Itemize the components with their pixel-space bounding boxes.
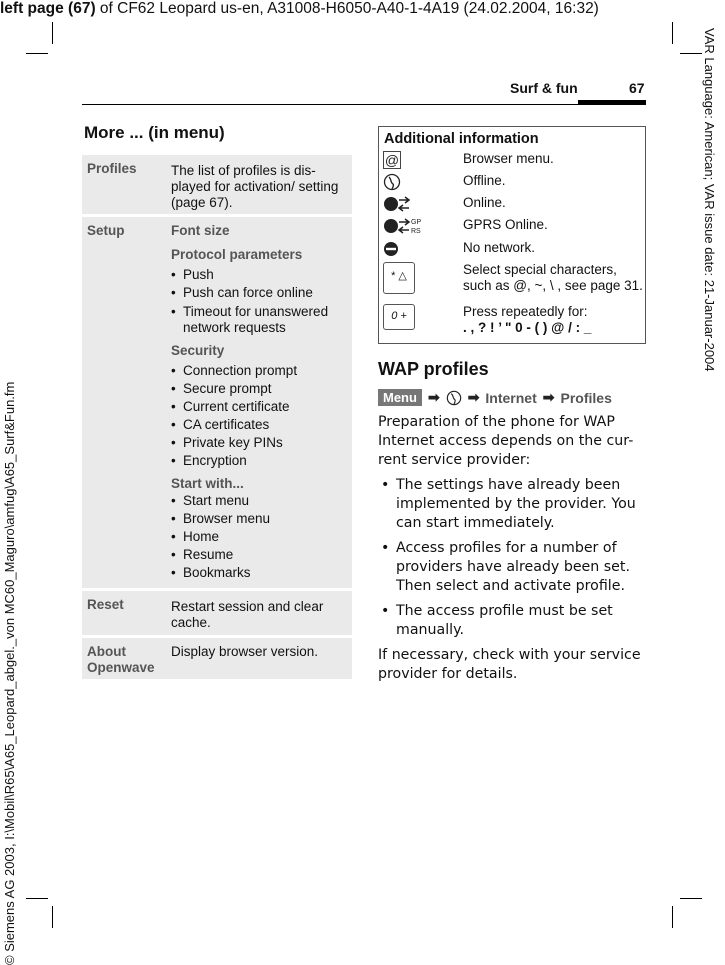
globe-gprs-icon xyxy=(379,217,463,240)
star-key-icon xyxy=(379,262,463,300)
info-text: GPRS Online. xyxy=(463,217,548,232)
at-icon xyxy=(379,151,463,173)
security-title: Security xyxy=(171,343,225,358)
list-item: • Connection prompt xyxy=(171,362,346,380)
info-text: No network. xyxy=(463,240,536,255)
list-item: • Current certificate xyxy=(171,398,346,416)
list-item: • Encryption xyxy=(171,452,346,470)
start-title: Start with... xyxy=(171,476,244,491)
table-row-about xyxy=(82,638,352,679)
info-text: Select special characters, such as @, ~, \ , see page 31. xyxy=(463,262,643,293)
special-chars: . , ? ! ’ " 0 - ( ) @ / : _ xyxy=(463,320,592,335)
arrow-right-icon: ➡ xyxy=(467,389,480,406)
row-value xyxy=(168,217,352,588)
globe-arrows-icon xyxy=(379,195,463,217)
security-list xyxy=(171,362,346,470)
arrow-right-icon: ➡ xyxy=(542,389,555,406)
crop-mark xyxy=(52,22,53,44)
info-text: Offline. xyxy=(463,173,506,188)
zero-key-icon xyxy=(379,304,463,330)
row-key: Profiles xyxy=(87,161,137,176)
var-language-note: VAR Language: American; VAR issue date: 21-Januar-2004 xyxy=(702,28,717,372)
wap-profiles-title: WAP profiles xyxy=(378,359,489,379)
info-row xyxy=(379,240,645,262)
list-item: • Resume xyxy=(171,546,346,564)
document-info: of CF62 Leopard us-en, A31008-H6050-A40-1-4A19 (24.02.2004, 16:32) xyxy=(95,0,599,17)
list-item: • The settings have already been implemented by the provider. You can start immediately. xyxy=(378,476,646,533)
list-item: • Push xyxy=(171,266,346,284)
font-size-label: Font size xyxy=(171,223,230,238)
list-item: • Start menu xyxy=(171,492,346,510)
arrow-right-icon: ➡ xyxy=(427,389,440,406)
row-key: Reset xyxy=(87,597,124,612)
row-value: Restart session and clear cache. xyxy=(171,599,324,630)
info-row xyxy=(379,217,645,240)
table-row-profiles xyxy=(82,155,352,214)
profiles-bullet-list xyxy=(378,476,646,640)
menu-path xyxy=(378,389,612,406)
info-row xyxy=(379,151,645,173)
row-value: The list of profiles is dis-played for activation/ setting (page 67). xyxy=(171,163,339,210)
info-row xyxy=(379,195,645,217)
list-item: • Timeout for unanswered network requests xyxy=(171,304,346,336)
page-info-line xyxy=(0,0,599,18)
crop-mark xyxy=(26,53,48,54)
svg-text:GP: GP xyxy=(411,219,422,226)
crop-mark xyxy=(680,53,702,54)
crop-mark xyxy=(52,906,53,928)
svg-text:@: @ xyxy=(384,152,400,168)
globe-icon xyxy=(379,173,463,195)
list-item: • Private key PINs xyxy=(171,434,346,452)
list-item: • CA certificates xyxy=(171,416,346,434)
crop-mark xyxy=(680,898,702,899)
row-key: Setup xyxy=(87,223,125,238)
zero-key-label: 0 + xyxy=(383,304,415,330)
protocol-list xyxy=(171,266,346,336)
globe-icon xyxy=(446,389,462,406)
list-item: • Home xyxy=(171,528,346,546)
header-tab xyxy=(578,100,646,105)
no-network-icon xyxy=(379,240,463,262)
list-item: • Browser menu xyxy=(171,510,346,528)
info-row xyxy=(379,262,645,300)
list-item: • Push can force online xyxy=(171,284,346,302)
info-text: Browser menu. xyxy=(463,151,554,166)
path-step-internet: Internet xyxy=(485,389,537,406)
protocol-title: Protocol parameters xyxy=(171,247,303,262)
list-item: • Bookmarks xyxy=(171,564,346,582)
section-header-title: Surf & fun xyxy=(510,80,578,96)
info-text-line: Press repeatedly for: xyxy=(463,304,588,319)
info-row xyxy=(379,304,645,336)
crop-mark xyxy=(672,22,673,44)
menu-section-title: More ... (in menu) xyxy=(84,123,225,142)
list-item: • Secure prompt xyxy=(171,380,346,398)
row-value: Display browser version. xyxy=(171,644,319,659)
crop-mark xyxy=(26,898,48,899)
page-label: left page (67) xyxy=(0,0,96,17)
row-key: About Openwave xyxy=(87,644,155,675)
wap-profiles-body xyxy=(378,413,646,684)
header-rule xyxy=(82,104,646,105)
info-row xyxy=(379,173,645,195)
intro-paragraph: Preparation of the phone for WAP Internet access depends on the cur-rent service provider: xyxy=(378,414,634,468)
list-item: • The access profile must be set manually. xyxy=(378,602,646,640)
outro-paragraph: If necessary, check with your service provider for details. xyxy=(378,647,641,682)
crop-mark xyxy=(672,906,673,928)
copyright-path-note: © Siemens AG 2003, I:\Mobil\R65\A65_Leopard_abgel._von MC60_Maguro\amfug\A65_Surf&Fun.fm xyxy=(2,381,17,965)
menu-table xyxy=(82,155,352,682)
table-row-reset xyxy=(82,591,352,635)
table-row-setup xyxy=(82,217,352,588)
additional-info-box xyxy=(378,126,646,344)
path-step-profiles: Profiles xyxy=(560,389,612,406)
info-text: Online. xyxy=(463,195,506,210)
page-number: 67 xyxy=(629,80,645,96)
star-key-label: * △ xyxy=(383,262,415,294)
list-item: • Access profiles for a number of providers have already been set. Then select and activate profile. xyxy=(378,539,646,596)
menu-key: Menu xyxy=(378,389,422,406)
info-text xyxy=(463,304,645,336)
additional-info-title: Additional information xyxy=(384,131,539,147)
start-list xyxy=(171,492,346,582)
svg-text:RS: RS xyxy=(411,228,421,235)
